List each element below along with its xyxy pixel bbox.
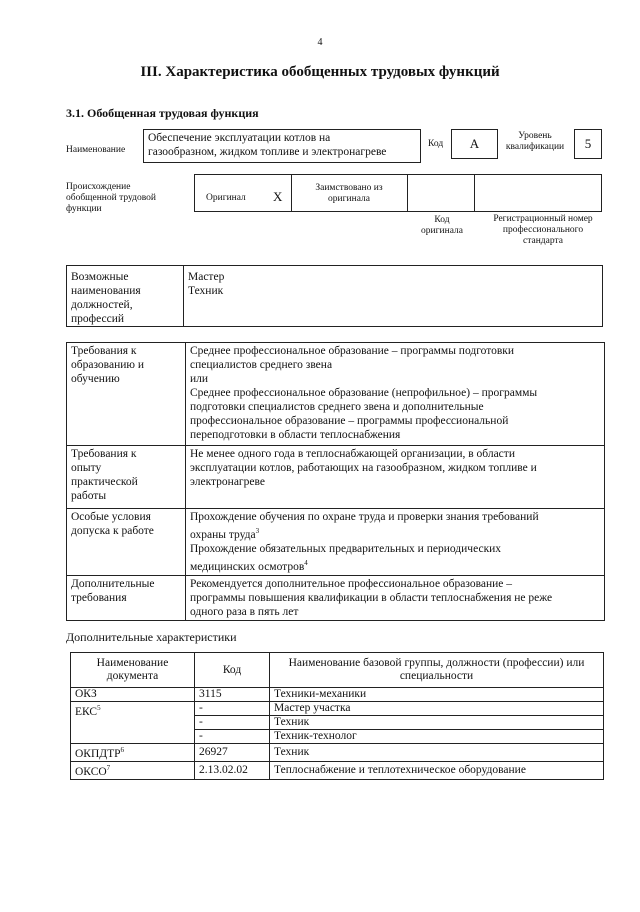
label-line: Требования к bbox=[71, 345, 137, 357]
value-line: профессиональное образование – программы профессиональной bbox=[190, 415, 509, 427]
requirements-table bbox=[66, 342, 605, 621]
value-line: электронагреве bbox=[190, 476, 265, 488]
table-row bbox=[67, 509, 605, 576]
table-header-row bbox=[71, 653, 604, 688]
code-value: А bbox=[451, 129, 498, 159]
positions-value bbox=[188, 270, 224, 298]
positions-label-line4: профессий bbox=[71, 313, 125, 325]
row-code: - bbox=[195, 702, 270, 716]
reg-number-caption bbox=[478, 214, 608, 247]
origin-label-line3: функции bbox=[66, 204, 102, 214]
original-mark: X bbox=[273, 189, 283, 204]
footnote-ref: 6 bbox=[120, 746, 125, 754]
reg-number-caption-line3: стандарта bbox=[523, 236, 563, 246]
header-doc: Наименование документа bbox=[71, 653, 195, 688]
label-line: Дополнительные bbox=[71, 577, 155, 590]
reg-number-caption-line1: Регистрационный номер bbox=[493, 214, 593, 224]
label-line: Особые условия bbox=[71, 511, 151, 523]
value-line: эксплуатации котлов, работающих на газообразном, жидком топливе и bbox=[190, 462, 537, 474]
code-label: Код bbox=[428, 139, 444, 149]
row-name: Теплоснабжение и теплотехническое оборудование bbox=[270, 761, 604, 779]
footnote-ref: 3 bbox=[255, 527, 260, 535]
additional-req-label bbox=[67, 575, 186, 620]
label-line: опыту bbox=[71, 462, 102, 474]
row-code: - bbox=[195, 730, 270, 744]
value-line: Рекомендуется дополнительное профессиональное образование – bbox=[190, 577, 513, 590]
positions-label-line1: Возможные bbox=[71, 271, 129, 283]
footnote-ref: 5 bbox=[97, 704, 101, 712]
row-name: Мастер участка bbox=[270, 702, 604, 716]
borrowed-label-line2: оригинала bbox=[328, 194, 370, 204]
row-code: 26927 bbox=[195, 744, 270, 762]
position-technician: Техник bbox=[188, 285, 224, 297]
origin-label-line2: обобщенной трудовой bbox=[66, 193, 156, 203]
footnote-ref: 4 bbox=[304, 558, 308, 567]
origin-divider-3 bbox=[474, 175, 475, 211]
experience-value bbox=[186, 446, 605, 509]
borrowed-label bbox=[294, 183, 404, 205]
function-name-line2: газообразном, жидком топливе и электронагреве bbox=[148, 146, 387, 158]
positions-label bbox=[71, 270, 141, 326]
value-line: или bbox=[190, 373, 209, 385]
origin-label-line1: Происхождение bbox=[66, 182, 131, 192]
table-row bbox=[67, 343, 605, 446]
row-code: - bbox=[195, 716, 270, 730]
table-row bbox=[71, 744, 604, 762]
origin-label bbox=[66, 182, 156, 215]
additional-characteristics-title: Дополнительные характеристики bbox=[66, 630, 237, 644]
table-row bbox=[67, 446, 605, 509]
row-name: Техник bbox=[270, 716, 604, 730]
positions-divider bbox=[183, 266, 184, 326]
origin-table bbox=[194, 174, 602, 212]
positions-table bbox=[66, 265, 603, 327]
level-label-line1: Уровень bbox=[518, 131, 552, 141]
doc-text: ЕКС bbox=[75, 705, 98, 718]
label-line: допуска к работе bbox=[71, 525, 154, 537]
label-line: обучению bbox=[71, 373, 120, 385]
value-line bbox=[190, 524, 600, 542]
value-line: Прохождение обучения по охране труда и проверки знания требований bbox=[190, 511, 539, 523]
positions-label-line2: наименования bbox=[71, 285, 141, 297]
value-line: Среднее профессиональное образование – программы подготовки bbox=[190, 345, 515, 357]
label-line: практической bbox=[71, 476, 138, 488]
education-label bbox=[67, 343, 186, 446]
experience-label bbox=[67, 446, 186, 509]
table-row bbox=[67, 575, 605, 620]
value-line: одного раза в пять лет bbox=[190, 605, 299, 618]
value-line bbox=[190, 556, 600, 574]
label-line: образованию и bbox=[71, 359, 144, 371]
subsection-title: 3.1. Обобщенная трудовая функция bbox=[66, 106, 259, 120]
footnote-ref: 7 bbox=[106, 763, 111, 772]
value-line: переподготовки в области теплоснабжения bbox=[190, 429, 401, 441]
table-row bbox=[71, 702, 604, 716]
borrowed-label-line1: Заимствовано из bbox=[315, 183, 383, 193]
doc-text: ОКПДТР bbox=[75, 747, 121, 760]
position-master: Мастер bbox=[188, 271, 225, 283]
origin-divider-1 bbox=[291, 175, 292, 211]
value-line: Не менее одного года в теплоснабжающей организации, в области bbox=[190, 448, 515, 460]
value-line: Среднее профессиональное образование (непрофильное) – программы bbox=[190, 387, 538, 399]
row-name: Техник bbox=[270, 744, 604, 762]
name-label: Наименование bbox=[66, 145, 126, 155]
doc-text: ОКСО bbox=[75, 765, 107, 778]
level-label-line2: квалификации bbox=[505, 142, 565, 152]
value-line: специалистов среднего звена bbox=[190, 359, 333, 371]
value-line: подготовки специалистов среднего звена и дополнительные bbox=[190, 401, 484, 413]
row-doc bbox=[71, 761, 195, 779]
label-line: требования bbox=[71, 591, 127, 604]
row-name: Техники-механики bbox=[270, 688, 604, 702]
label-line: Требования к bbox=[71, 448, 137, 460]
code-original-caption bbox=[409, 215, 475, 237]
additional-characteristics-table bbox=[70, 652, 604, 780]
origin-divider-2 bbox=[407, 175, 408, 211]
function-name-box bbox=[143, 129, 421, 163]
admission-label bbox=[67, 509, 186, 576]
value-line: Прохождение обязательных предварительных и периодических bbox=[190, 542, 502, 555]
row-doc bbox=[71, 702, 195, 744]
reg-number-caption-line2: профессионального bbox=[502, 225, 584, 235]
value-text: медицинских осмотров bbox=[190, 560, 305, 573]
function-name-line1: Обеспечение эксплуатации котлов на bbox=[148, 132, 331, 144]
row-code: 3115 bbox=[195, 688, 270, 702]
table-row bbox=[71, 761, 604, 779]
table-row bbox=[71, 688, 604, 702]
code-original-caption-line1: Код bbox=[434, 215, 450, 225]
row-name: Техник-технолог bbox=[270, 730, 604, 744]
header-code: Код bbox=[195, 653, 270, 688]
positions-label-line3: должностей, bbox=[71, 299, 133, 311]
row-code: 2.13.02.02 bbox=[195, 761, 270, 779]
row-doc: ОКЗ bbox=[71, 688, 195, 702]
level-label bbox=[500, 131, 570, 153]
value-text: охраны труда bbox=[190, 528, 256, 541]
value-line: программы повышения квалификации в области теплоснабжения не реже bbox=[190, 591, 553, 604]
original-label: Оригинал bbox=[206, 193, 246, 203]
education-value bbox=[186, 343, 605, 446]
page-number: 4 bbox=[317, 37, 323, 48]
admission-value bbox=[186, 509, 605, 576]
level-value: 5 bbox=[574, 129, 602, 159]
row-doc bbox=[71, 744, 195, 762]
label-line: работы bbox=[71, 490, 107, 502]
header-name: Наименование базовой группы, должности (профессии) или специальности bbox=[270, 653, 604, 688]
additional-req-value bbox=[186, 575, 605, 620]
code-original-caption-line2: оригинала bbox=[421, 226, 463, 236]
section-title: III. Характеристика обобщенных трудовых функций bbox=[140, 64, 500, 80]
